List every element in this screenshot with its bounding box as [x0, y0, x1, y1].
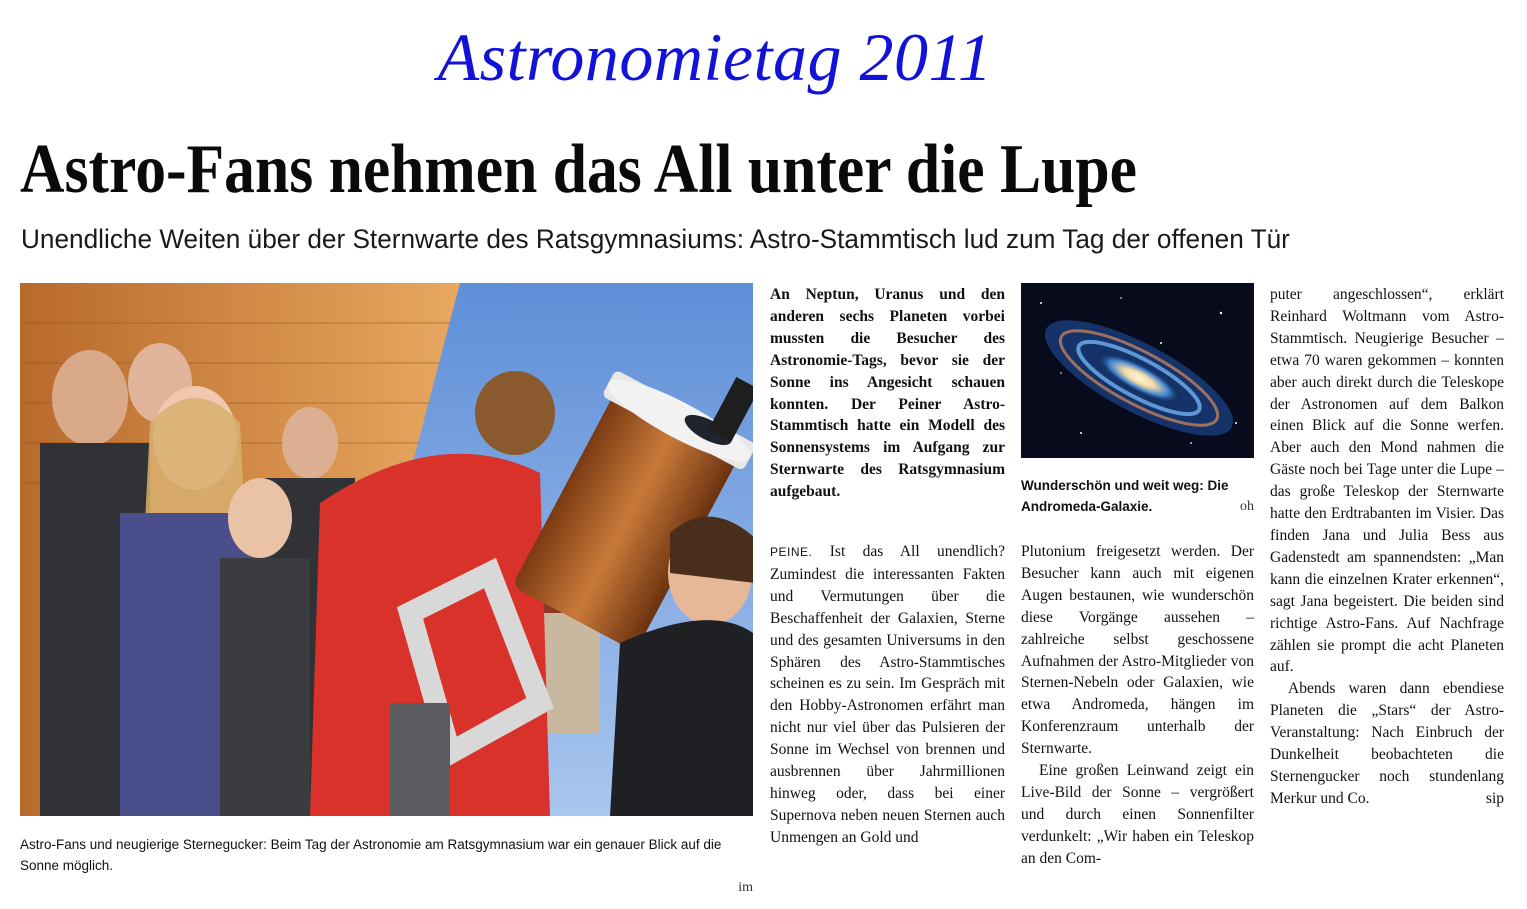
body-column-2 [1021, 541, 1254, 870]
article-photo [20, 283, 753, 816]
body-col3-para-1: puter angeschlossen“, erklärt Reinhard Woltmann vom Astro-Stammtisch. Neugierige Besucher – etwa 70 waren gekommen – konnten aber auch direkt durch die Teleskope der Astronomen auf dem Balkon einen Blick auf die Sonne werfen. Aber auch den Mond nahmen die Gäste noch bei Tage unter die Lupe – das große Teleskop der Sternwarte hatte den Erdtrabanten im Visier. Das finden Jana und Julia Bess aus Gadenstedt am spannendsten: „Man kann die einzelnen Krater erkennen“, sagt Jana begeistert. Die beiden sind richtige Astro-Fans. Auf Nachfrage zählen sie prompt die acht Planeten auf. [1270, 286, 1504, 676]
body-col2-para-2: Eine großen Leinwand zeigt ein Live-Bild der Sonne – vergrößert und durch einen Sonnenfilter verdunkelt: „Wir haben ein Teleskop an den Com- [1021, 762, 1254, 867]
author-signature: sip [1485, 789, 1504, 807]
body-col3-para-2: Abends waren dann ebendiese Planeten die „Stars“ der Astro-Veranstaltung: Nach Einbruch der Dunkelheit beobachteten die Sternengucker noch stundenlang Merkur und Co. [1270, 680, 1504, 807]
headline: Astro-Fans nehmen das All unter die Lupe [20, 131, 1137, 208]
body-col2-para-1: Plutonium freigesetzt werden. Der Besucher kann auch mit eigenen Augen bestaunen, wie wunderschön diese Vorgänge aussehen – zahlreiche selbst geschossene Aufnahmen der Astro-Mitglieder von Sternen-Nebeln oder Galaxien, wie etwa Andromeda, hängen im Konferenzraum unterhalb der Sternwarte. [1021, 543, 1254, 758]
galaxy-caption [1021, 475, 1254, 517]
dateline: PEINE. [770, 545, 813, 559]
body-column-3 [1270, 284, 1504, 810]
body-col1-text: Ist das All unendlich? Zumindest die interessanten Fakten und Vermutungen über die Beschaffenheit der Galaxien, Sterne und des gesamten Universums in den Sphären des Astro-Stammtisches scheinen es zu sein. Im Gespräch mit den Hobby-Astronomen erfährt man nicht nur viel über das Pulsieren der Sonne im Wechsel von brennen und ausbrennen über Jahrmillionen hinweg oder, dass bei einer Supernova neben neuen Sternen auch Unmengen an Gold und [770, 543, 1006, 846]
photo-caption [20, 834, 753, 895]
galaxy-caption-text: Wunderschön und weit weg: Die Andromeda-Galaxie. [1021, 478, 1229, 514]
lead-paragraph [770, 284, 1005, 503]
photo-credit: im [738, 880, 753, 895]
lead-text: An Neptun, Uranus und den anderen sechs Planeten vorbei mussten die Besucher des Astronomie-Tags, bevor sie der Sonne ins Angesicht schauen konnten. Der Peiner Astro-Stammtisch hatte ein Modell des Sonnensystems im Aufgang zur Sternwarte des Ratsgymnasium aufgebaut. [770, 286, 1005, 501]
page-banner: Astronomietag 2011 [437, 19, 993, 95]
subheadline: Unendliche Weiten über der Sternwarte des Ratsgymnasiums: Astro-Stammtisch lud zum Tag der offenen Tür [21, 224, 1290, 254]
galaxy-photo [1021, 283, 1254, 458]
galaxy-credit: oh [1240, 499, 1254, 514]
body-column-1 [770, 541, 1005, 849]
photo-caption-text: Astro-Fans und neugierige Sternegucker: Beim Tag der Astronomie am Ratsgymnasium war ein genauer Blick auf die Sonne möglich. [20, 837, 722, 873]
